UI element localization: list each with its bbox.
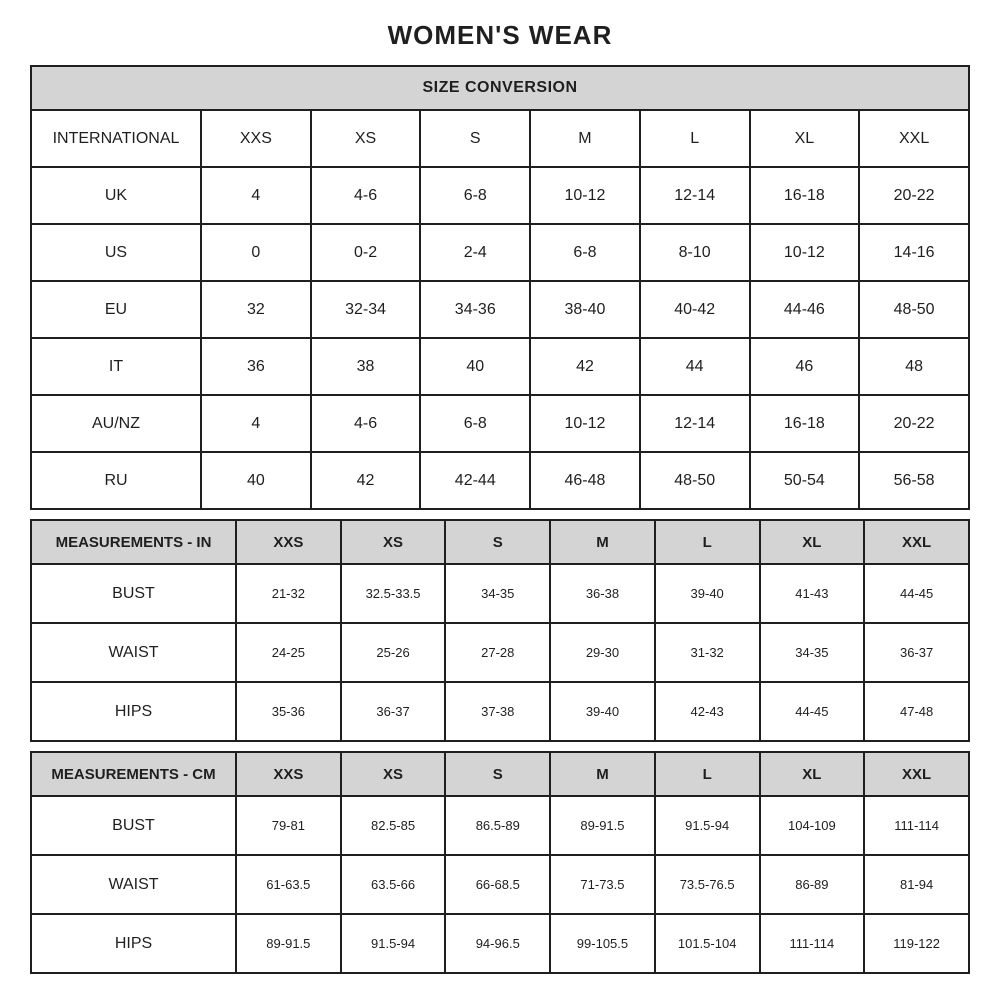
row-label-cell: AU/NZ [31, 395, 201, 452]
value-cell: 41-43 [760, 564, 865, 623]
table-row [31, 224, 969, 281]
size-header-cell: XXL [864, 520, 969, 564]
row-label-cell: BUST [31, 796, 236, 855]
value-cell: 10-12 [530, 395, 640, 452]
value-cell: 20-22 [859, 167, 969, 224]
value-cell: 31-32 [655, 623, 760, 682]
value-cell: 32-34 [311, 281, 421, 338]
page-title: WOMEN'S WEAR [387, 20, 613, 50]
value-cell: 44-46 [750, 281, 860, 338]
measurements-in-table [30, 519, 970, 742]
value-cell: 6-8 [420, 395, 530, 452]
size-header-cell: L [655, 752, 760, 796]
size-header-cell: S [445, 520, 550, 564]
row-label-cell: EU [31, 281, 201, 338]
table-title-row [31, 66, 969, 110]
value-cell: 119-122 [864, 914, 969, 973]
value-cell: 91.5-94 [341, 914, 446, 973]
table-title: SIZE CONVERSION [31, 66, 969, 110]
header-row [31, 752, 969, 796]
value-cell: 39-40 [550, 682, 655, 741]
value-cell: 12-14 [640, 167, 750, 224]
table-row [31, 914, 969, 973]
row-label-cell: HIPS [31, 914, 236, 973]
value-cell: 29-30 [550, 623, 655, 682]
value-cell: 0-2 [311, 224, 421, 281]
size-header-cell: XXL [859, 110, 969, 167]
value-cell: 40 [201, 452, 311, 509]
value-cell: 61-63.5 [236, 855, 341, 914]
value-cell: 16-18 [750, 395, 860, 452]
value-cell: 6-8 [420, 167, 530, 224]
value-cell: 104-109 [760, 796, 865, 855]
value-cell: 86.5-89 [445, 796, 550, 855]
value-cell: 56-58 [859, 452, 969, 509]
value-cell: 44-45 [864, 564, 969, 623]
row-label-cell: BUST [31, 564, 236, 623]
row-label-cell: US [31, 224, 201, 281]
value-cell: 4-6 [311, 167, 421, 224]
value-cell: 39-40 [655, 564, 760, 623]
value-cell: 40-42 [640, 281, 750, 338]
value-cell: 50-54 [750, 452, 860, 509]
value-cell: 24-25 [236, 623, 341, 682]
value-cell: 25-26 [341, 623, 446, 682]
value-cell: 48-50 [640, 452, 750, 509]
value-cell: 94-96.5 [445, 914, 550, 973]
row-label-cell: IT [31, 338, 201, 395]
table-row [31, 167, 969, 224]
value-cell: 47-48 [864, 682, 969, 741]
row-label-cell: WAIST [31, 623, 236, 682]
value-cell: 34-35 [760, 623, 865, 682]
table-row [31, 564, 969, 623]
size-header-cell: XS [311, 110, 421, 167]
corner-header-cell: MEASUREMENTS - CM [31, 752, 236, 796]
value-cell: 8-10 [640, 224, 750, 281]
size-header-cell: L [655, 520, 760, 564]
value-cell: 32.5-33.5 [341, 564, 446, 623]
value-cell: 46 [750, 338, 860, 395]
value-cell: 37-38 [445, 682, 550, 741]
value-cell: 10-12 [530, 167, 640, 224]
table-row [31, 855, 969, 914]
value-cell: 44 [640, 338, 750, 395]
value-cell: 36 [201, 338, 311, 395]
value-cell: 32 [201, 281, 311, 338]
value-cell: 38-40 [530, 281, 640, 338]
table-row [31, 623, 969, 682]
value-cell: 34-36 [420, 281, 530, 338]
value-cell: 63.5-66 [341, 855, 446, 914]
value-cell: 48-50 [859, 281, 969, 338]
value-cell: 40 [420, 338, 530, 395]
table-row [31, 395, 969, 452]
value-cell: 66-68.5 [445, 855, 550, 914]
size-header-cell: L [640, 110, 750, 167]
value-cell: 99-105.5 [550, 914, 655, 973]
value-cell: 36-37 [864, 623, 969, 682]
value-cell: 36-38 [550, 564, 655, 623]
row-label-cell: UK [31, 167, 201, 224]
size-header-cell: XXS [236, 752, 341, 796]
value-cell: 111-114 [760, 914, 865, 973]
value-cell: 81-94 [864, 855, 969, 914]
value-cell: 42 [530, 338, 640, 395]
value-cell: 89-91.5 [550, 796, 655, 855]
size-header-cell: XS [341, 752, 446, 796]
row-label-cell: RU [31, 452, 201, 509]
value-cell: 27-28 [445, 623, 550, 682]
value-cell: 38 [311, 338, 421, 395]
size-header-cell: M [530, 110, 640, 167]
corner-header-cell: MEASUREMENTS - IN [31, 520, 236, 564]
size-conversion-table [30, 65, 970, 510]
value-cell: 34-35 [445, 564, 550, 623]
value-cell: 79-81 [236, 796, 341, 855]
value-cell: 42-43 [655, 682, 760, 741]
size-header-cell: S [445, 752, 550, 796]
value-cell: 6-8 [530, 224, 640, 281]
value-cell: 4 [201, 167, 311, 224]
table-row [31, 281, 969, 338]
value-cell: 86-89 [760, 855, 865, 914]
size-header-cell: XXL [864, 752, 969, 796]
header-row [31, 520, 969, 564]
size-header-cell: M [550, 520, 655, 564]
table-row [31, 682, 969, 741]
value-cell: 82.5-85 [341, 796, 446, 855]
value-cell: 111-114 [864, 796, 969, 855]
value-cell: 16-18 [750, 167, 860, 224]
value-cell: 101.5-104 [655, 914, 760, 973]
row-label-cell: WAIST [31, 855, 236, 914]
value-cell: 12-14 [640, 395, 750, 452]
size-header-cell: XXS [236, 520, 341, 564]
measurements-cm-table [30, 751, 970, 974]
value-cell: 36-37 [341, 682, 446, 741]
value-cell: 42-44 [420, 452, 530, 509]
table-row [31, 796, 969, 855]
value-cell: 91.5-94 [655, 796, 760, 855]
size-header-cell: XL [760, 520, 865, 564]
value-cell: 21-32 [236, 564, 341, 623]
size-header-cell: XL [760, 752, 865, 796]
value-cell: 48 [859, 338, 969, 395]
size-header-cell: XXS [201, 110, 311, 167]
size-header-cell: M [550, 752, 655, 796]
table-row [31, 338, 969, 395]
size-header-cell: XL [750, 110, 860, 167]
value-cell: 71-73.5 [550, 855, 655, 914]
value-cell: 73.5-76.5 [655, 855, 760, 914]
value-cell: 14-16 [859, 224, 969, 281]
value-cell: 10-12 [750, 224, 860, 281]
table-row [31, 452, 969, 509]
size-header-cell: S [420, 110, 530, 167]
header-row [31, 110, 969, 167]
value-cell: 44-45 [760, 682, 865, 741]
value-cell: 89-91.5 [236, 914, 341, 973]
value-cell: 42 [311, 452, 421, 509]
row-label-cell: HIPS [31, 682, 236, 741]
value-cell: 4 [201, 395, 311, 452]
value-cell: 0 [201, 224, 311, 281]
value-cell: 46-48 [530, 452, 640, 509]
value-cell: 2-4 [420, 224, 530, 281]
corner-header-cell: INTERNATIONAL [31, 110, 201, 167]
value-cell: 4-6 [311, 395, 421, 452]
size-header-cell: XS [341, 520, 446, 564]
value-cell: 35-36 [236, 682, 341, 741]
value-cell: 20-22 [859, 395, 969, 452]
